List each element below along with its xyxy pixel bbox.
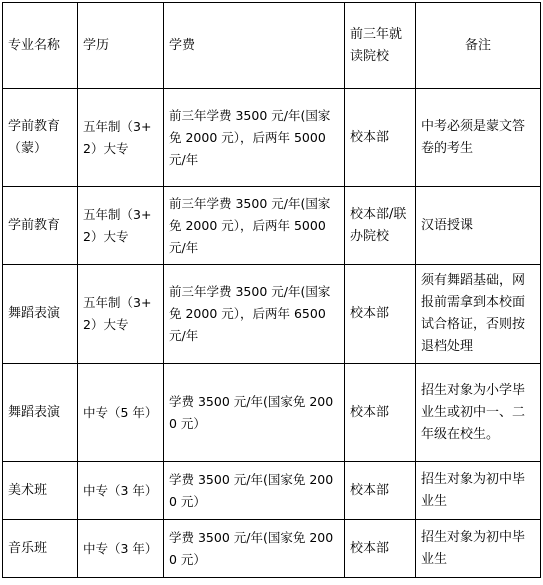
header-degree: 学历 [78,3,164,89]
table-row [3,265,541,364]
header-fee: 学费 [164,3,345,89]
cell-degree: 五年制（3+2）大专 [78,265,164,364]
table-row [3,520,541,578]
cell-major: 学前教育 [3,187,78,265]
cell-major: 美术班 [3,462,78,520]
cell-note: 汉语授课 [416,187,541,265]
table-header-row [3,3,541,89]
cell-degree: 中专（5 年） [78,364,164,462]
cell-fee: 前三年学费 3500 元/年(国家免 2000 元），后两年 6500 元/年 [164,265,345,364]
cell-note: 招生对象为初中毕业生 [416,520,541,578]
cell-note: 中考必须是蒙文答卷的考生 [416,89,541,187]
cell-fee: 学费 3500 元/年(国家免 2000 元） [164,462,345,520]
cell-degree: 中专（3 年） [78,520,164,578]
table-row [3,187,541,265]
tuition-table [2,2,541,578]
cell-major: 舞蹈表演 [3,265,78,364]
cell-campus: 校本部 [345,462,416,520]
cell-degree: 五年制（3+2）大专 [78,89,164,187]
cell-fee: 前三年学费 3500 元/年(国家免 2000 元），后两年 5000 元/年 [164,187,345,265]
header-note: 备注 [416,3,541,89]
cell-note: 须有舞蹈基础，网报前需拿到本校面试合格证，否则按退档处理 [416,265,541,364]
cell-fee: 前三年学费 3500 元/年(国家免 2000 元），后两年 5000 元/年 [164,89,345,187]
table-row [3,364,541,462]
table-row [3,89,541,187]
cell-campus: 校本部/联办院校 [345,187,416,265]
cell-fee: 学费 3500 元/年(国家免 2000 元） [164,520,345,578]
cell-campus: 校本部 [345,265,416,364]
cell-campus: 校本部 [345,520,416,578]
cell-note: 招生对象为初中毕业生 [416,462,541,520]
cell-major: 音乐班 [3,520,78,578]
cell-degree: 五年制（3+2）大专 [78,187,164,265]
cell-campus: 校本部 [345,89,416,187]
cell-note: 招生对象为小学毕业生或初中一、二年级在校生。 [416,364,541,462]
cell-degree: 中专（3 年） [78,462,164,520]
table-row [3,462,541,520]
header-campus: 前三年就读院校 [345,3,416,89]
header-major: 专业名称 [3,3,78,89]
cell-major: 舞蹈表演 [3,364,78,462]
cell-fee: 学费 3500 元/年(国家免 2000 元） [164,364,345,462]
cell-major: 学前教育（蒙） [3,89,78,187]
cell-campus: 校本部 [345,364,416,462]
